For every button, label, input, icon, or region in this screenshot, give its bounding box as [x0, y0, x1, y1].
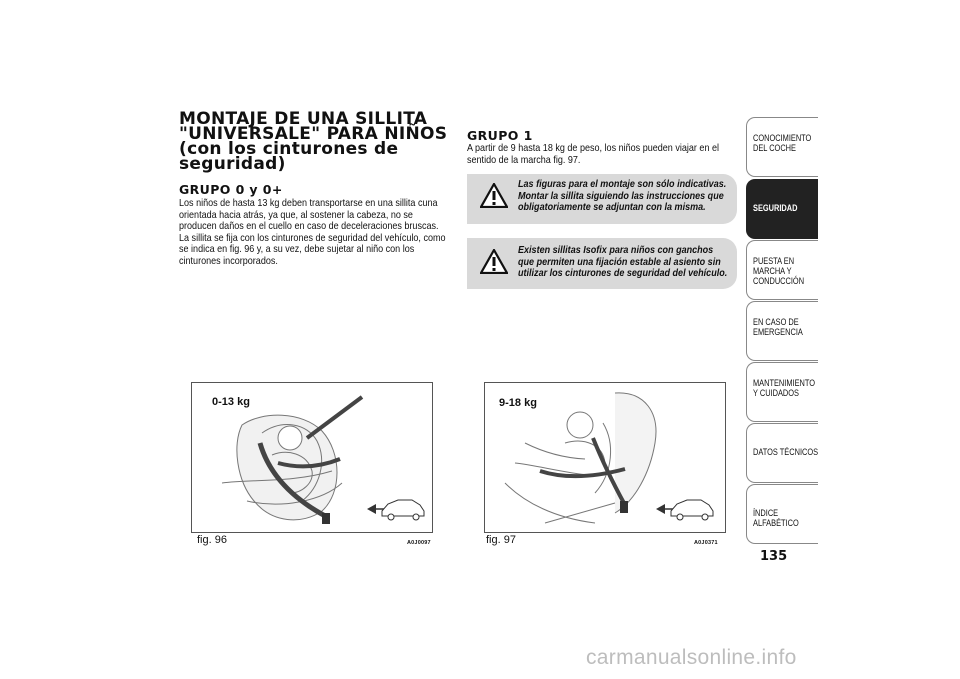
tab-en-caso-de-emergencia[interactable]: [746, 301, 818, 361]
tab-indice-alfabetico[interactable]: [746, 484, 818, 544]
page-title: MONTAJE DE UNA SILLITA "UNIVERSALE" PARA NIÑOS (con los cinturones de seguridad): [179, 109, 448, 174]
group-0-paragraph-1: Los niños de hasta 13 kg deben transportarse en una sillita cuna orientada hacia atrás, ya que, al sostener la cabeza, no se producen daños en el cuello en caso de deceleraciones bruscas.: [179, 197, 439, 232]
tab-conocimiento-del-coche[interactable]: [746, 117, 818, 177]
warning-triangle-icon: [480, 249, 508, 274]
group-1-text: [467, 143, 767, 166]
group-1-heading: GRUPO 1: [467, 128, 533, 143]
page-number: 135: [760, 549, 788, 564]
figure-97-weight-label: 9-18 kg: [499, 397, 537, 409]
figure-97-caption: fig. 97: [486, 534, 516, 546]
tab-seguridad[interactable]: [746, 179, 818, 239]
tab-label: PUESTA EN MARCHA Y CONDUCCIÓN: [753, 256, 805, 287]
tab-label: SEGURIDAD: [753, 203, 798, 214]
watermark-link[interactable]: carmanualsonline.info: [586, 646, 797, 669]
warning-box-1: [467, 174, 737, 224]
group-0-text: [179, 198, 494, 267]
warning-triangle-icon: [480, 183, 508, 208]
warning-text-1: Las figuras para el montaje son sólo indicativas. Montar la sillita siguiendo las instrucciones que obligatoriamente se adjuntan con la misma.: [518, 178, 727, 213]
infant-seat-illustration: [192, 383, 432, 532]
figure-96-caption: fig. 96: [197, 534, 227, 546]
tab-puesta-en-marcha[interactable]: [746, 240, 818, 300]
tab-label: EN CASO DE EMERGENCIA: [753, 317, 803, 338]
figure-97: [484, 382, 726, 533]
tab-mantenimiento[interactable]: [746, 362, 818, 422]
tab-label: ÍNDICE ALFABÉTICO: [753, 508, 799, 529]
tab-label: MANTENIMIENTO Y CUIDADOS: [753, 378, 816, 399]
child-seat-illustration: [485, 383, 725, 532]
warning-text-2: Existen sillitas Isofix para niños con ganchos que permiten una fijación estable al asiento sin utilizar los cinturones de seguridad del vehículo.: [518, 244, 728, 279]
figure-96: [191, 382, 433, 533]
figure-97-code: A0J0371: [694, 540, 718, 546]
tab-label: DATOS TÉCNICOS: [753, 447, 819, 458]
tab-label: CONOCIMIENTO DEL COCHE: [753, 133, 812, 154]
group-0-paragraph-2: La sillita se fija con los cinturones de seguridad del vehículo, como se indica en fig. 96 y, a su vez, debe sujetar al niño con los cinturones incorporados.: [179, 231, 446, 267]
group-0-heading: GRUPO 0 y 0+: [179, 182, 283, 197]
figure-96-weight-label: 0-13 kg: [212, 396, 250, 408]
warning-box-2: [467, 238, 737, 289]
figure-96-code: A0J0097: [407, 540, 431, 546]
tab-datos-tecnicos[interactable]: [746, 423, 818, 483]
group-1-paragraph-1: A partir de 9 hasta 18 kg de peso, los niños pueden viajar en el sentido de la marcha fig. 97.: [467, 142, 720, 166]
